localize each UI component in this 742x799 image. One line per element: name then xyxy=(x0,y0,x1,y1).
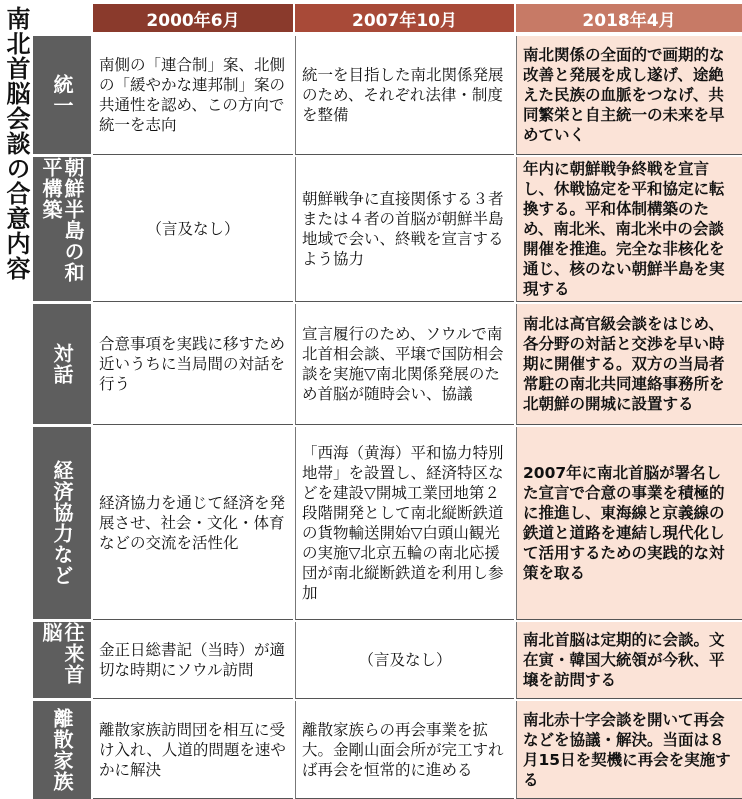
cell-2007-economy: 「西海（黄海）平和協力特別地帯」を設置し、経済特区などを建設▽開城工業団地第２段階開発として南北縦断鉄道の貨物輸送開始▽白頭山観光の実施▽北京五輪の南北応援団が南北縦断鉄道を利用し参加 xyxy=(295,427,514,620)
side-title xyxy=(0,0,32,799)
row-label-separated-families: 離散家族 xyxy=(33,701,91,799)
cell-2007-summit-visits: （言及なし） xyxy=(295,622,514,699)
agreement-table xyxy=(33,0,742,799)
row-label-dialogue: 対話 xyxy=(33,304,91,424)
row-label-economy: 経済協力など xyxy=(33,427,91,619)
row-label-peace: 朝鮮半島の和平構築 xyxy=(33,157,91,301)
cell-2018-unification: 南北関係の全面的で画期的な改善と発展を成し遂げ、途絶えた民族の血脈をつなげ、共同繁栄と自主統一の未来を早めていく xyxy=(516,36,742,155)
cell-2007-dialogue: 宣言履行のため、ソウルで南北首相会談、平壌で国防相会談を実施▽南北関係発展のため首脳が随時会い、協議 xyxy=(295,304,514,425)
cell-2007-separated-families: 離散家族らの再会事業を拡大。金剛山面会所が完工すれば再会を恒常的に進める xyxy=(295,701,514,799)
cell-2000-dialogue: 合意事項を実践に移すため近いうちに当局間の対話を行う xyxy=(93,304,293,425)
header-2007: 2007年10月 xyxy=(295,4,514,32)
cell-2000-unification: 南側の「連合制」案、北側の「緩やかな連邦制」案の共通性を認め、この方向で統一を志向 xyxy=(93,36,293,155)
cell-2007-peace: 朝鮮戦争に直接関係する３者または４者の首脳が朝鮮半島地域で会い、終戦を宣言するよう協力 xyxy=(295,157,514,302)
cell-2000-peace: （言及なし） xyxy=(93,157,293,302)
side-title-text: 南北首脳会談の合意内容 xyxy=(2,6,30,281)
cell-2007-unification: 統一を目指した南北関係発展のため、それぞれ法律・制度を整備 xyxy=(295,36,514,155)
cell-2000-separated-families: 離散家族訪問団を相互に受け入れ、人道的問題を速やかに解決 xyxy=(93,701,293,799)
row-label-unification: 統一 xyxy=(33,36,91,154)
row-label-summit-visits: 往来首脳 xyxy=(33,622,91,698)
cell-2018-separated-families: 南北赤十字会談を開いて再会などを協議・解決。当面は８月15日を契機に再会を実施する xyxy=(516,701,742,799)
cell-2000-summit-visits: 金正日総書記（当時）が適切な時期にソウル訪問 xyxy=(93,622,293,699)
cell-2018-economy: 2007年に南北首脳が署名した宣言で合意の事業を積極的に推進し、東海線と京義線の鉄道と道路を連結し現代化して活用するための実践的な対策を取る xyxy=(516,427,742,620)
cell-2018-summit-visits: 南北首脳は定期的に会談。文在寅・韓国大統領が今秋、平壌を訪問する xyxy=(516,622,742,699)
header-2018: 2018年4月 xyxy=(516,4,742,32)
cell-2000-economy: 経済協力を通じて経済を発展させ、社会・文化・体育などの交流を活性化 xyxy=(93,427,293,620)
header-2000: 2000年6月 xyxy=(93,4,293,32)
cell-2018-dialogue: 南北は高官級会談をはじめ、各分野の対話と交渉を早い時期に開催する。双方の当局者常駐の南北共同連絡事務所を北朝鮮の開城に設置する xyxy=(516,304,742,425)
cell-2018-peace: 年内に朝鮮戦争終戦を宣言し、休戦協定を平和協定に転換する。平和体制構築のため、南北米、南北米中の会談開催を推進。完全な非核化を通じ、核のない朝鮮半島を実現する xyxy=(516,157,742,302)
